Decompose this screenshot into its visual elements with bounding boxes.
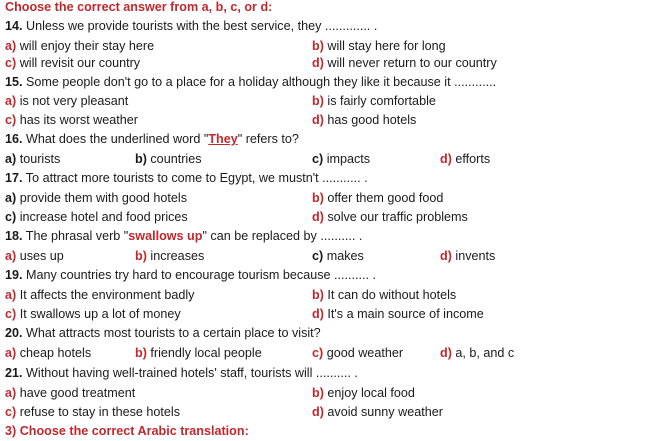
option-letter: c): [312, 152, 324, 166]
question-number: 21.: [5, 366, 23, 380]
question-number: 16.: [5, 132, 23, 146]
option-letter: c): [5, 307, 17, 321]
option-text: uses up: [16, 249, 64, 263]
option-text: have good treatment: [16, 386, 136, 400]
option-text: is fairly comfortable: [323, 94, 436, 108]
option-letter: b): [135, 346, 147, 360]
option-text: friendly local people: [146, 346, 262, 360]
underlined-word: They: [208, 132, 238, 146]
option-letter: a): [5, 94, 17, 108]
option-14b[interactable]: [312, 39, 446, 54]
option-letter: d): [440, 346, 452, 360]
option-letter: b): [312, 94, 324, 108]
section-footer: 3) Choose the correct Arabic translation:: [5, 424, 249, 438]
option-text: solve our traffic problems: [323, 210, 468, 224]
option-text: countries: [146, 152, 202, 166]
option-17d[interactable]: [312, 210, 468, 225]
option-letter: a): [5, 288, 17, 302]
question-17: [5, 171, 368, 186]
option-17c[interactable]: [5, 210, 188, 225]
option-18b[interactable]: [135, 249, 204, 264]
option-21a[interactable]: [5, 386, 135, 401]
option-text: has good hotels: [323, 113, 417, 127]
option-letter: d): [312, 405, 324, 419]
option-text: It affects the environment badly: [16, 288, 195, 302]
option-text: makes: [323, 249, 364, 263]
option-18a[interactable]: [5, 249, 64, 264]
option-letter: b): [135, 152, 147, 166]
option-letter: c): [5, 210, 17, 224]
question-number: 19.: [5, 268, 23, 282]
question-number: 17.: [5, 171, 23, 185]
option-letter: b): [312, 288, 324, 302]
question-text-start: What does the underlined word ": [22, 132, 209, 146]
question-number: 15.: [5, 75, 23, 89]
option-text: offer them good food: [323, 191, 444, 205]
question-text-start: The phrasal verb ": [22, 229, 129, 243]
option-18c[interactable]: [312, 249, 364, 264]
option-text: will revisit our country: [16, 56, 141, 70]
question-text: To attract more tourists to come to Egypt, we mustn't ........... .: [22, 171, 368, 185]
option-letter: d): [312, 210, 324, 224]
option-letter: b): [312, 386, 324, 400]
option-letter: a): [5, 386, 17, 400]
option-text: invents: [451, 249, 496, 263]
option-letter: a): [5, 191, 17, 205]
option-text: It can do without hotels: [323, 288, 457, 302]
question-number: 20.: [5, 326, 23, 340]
option-text: It swallows up a lot of money: [16, 307, 181, 321]
option-text: increases: [146, 249, 205, 263]
option-19a[interactable]: [5, 288, 194, 303]
option-letter: c): [312, 249, 324, 263]
option-17a[interactable]: [5, 191, 187, 206]
question-16: [5, 132, 299, 147]
question-15: [5, 75, 496, 90]
option-letter: b): [312, 191, 324, 205]
option-letter: b): [312, 39, 324, 53]
option-text: has its worst weather: [16, 113, 138, 127]
option-16b[interactable]: [135, 152, 202, 167]
option-20b[interactable]: [135, 346, 262, 361]
question-text: Without having well-trained hotels' staff, tourists will .......... .: [22, 366, 358, 380]
option-text: provide them with good hotels: [16, 191, 188, 205]
option-18d[interactable]: [440, 249, 495, 264]
option-15a[interactable]: [5, 94, 128, 109]
option-text: will stay here for long: [323, 39, 446, 53]
option-text: a, b, and c: [451, 346, 515, 360]
option-text: will enjoy their stay here: [16, 39, 155, 53]
option-letter: c): [5, 405, 17, 419]
option-text: efforts: [451, 152, 491, 166]
option-text: will never return to our country: [323, 56, 497, 70]
question-text: Unless we provide tourists with the best service, they ............. .: [22, 19, 378, 33]
option-19c[interactable]: [5, 307, 181, 322]
question-21: [5, 366, 358, 381]
option-letter: c): [5, 113, 17, 127]
option-text: tourists: [16, 152, 61, 166]
question-text: Some people don't go to a place for a holiday although they like it because it ............: [22, 75, 497, 89]
option-14c[interactable]: [5, 56, 140, 71]
question-20: [5, 326, 321, 341]
option-15b[interactable]: [312, 94, 436, 109]
option-text: increase hotel and food prices: [16, 210, 188, 224]
highlighted-phrase: swallows up: [128, 229, 203, 243]
option-text: avoid sunny weather: [323, 405, 443, 419]
option-text: enjoy local food: [323, 386, 415, 400]
question-18: [5, 229, 362, 244]
option-letter: d): [440, 152, 452, 166]
option-17b[interactable]: [312, 191, 443, 206]
option-text: is not very pleasant: [16, 94, 129, 108]
option-19d[interactable]: [312, 307, 484, 322]
option-20c[interactable]: [312, 346, 403, 361]
option-letter: a): [5, 39, 17, 53]
option-15c[interactable]: [5, 113, 138, 128]
option-19b[interactable]: [312, 288, 456, 303]
option-21b[interactable]: [312, 386, 415, 401]
question-14: [5, 19, 377, 34]
option-letter: a): [5, 152, 17, 166]
option-letter: a): [5, 249, 17, 263]
option-text: refuse to stay in these hotels: [16, 405, 181, 419]
option-14a[interactable]: [5, 39, 154, 54]
option-letter: d): [312, 56, 324, 70]
option-letter: c): [5, 56, 17, 70]
question-number: 14.: [5, 19, 23, 33]
option-15d[interactable]: [312, 113, 416, 128]
option-text: impacts: [323, 152, 371, 166]
option-21c[interactable]: [5, 405, 180, 420]
question-text: Many countries try hard to encourage tourism because .......... .: [22, 268, 377, 282]
question-text-end: " refers to?: [237, 132, 299, 146]
question-text-end: " can be replaced by .......... .: [202, 229, 363, 243]
option-letter: d): [312, 307, 324, 321]
option-text: good weather: [323, 346, 404, 360]
option-20d[interactable]: [440, 346, 514, 361]
question-number: 18.: [5, 229, 23, 243]
option-16d[interactable]: [440, 152, 490, 167]
option-text: cheap hotels: [16, 346, 92, 360]
option-letter: a): [5, 346, 17, 360]
option-16c[interactable]: [312, 152, 370, 167]
option-21d[interactable]: [312, 405, 443, 420]
question-19: [5, 268, 376, 283]
option-text: It's a main source of income: [323, 307, 484, 321]
option-16a[interactable]: [5, 152, 60, 167]
question-text: What attracts most tourists to a certain place to visit?: [22, 326, 321, 340]
section-header: Choose the correct answer from a, b, c, or d:: [5, 0, 273, 14]
option-letter: d): [312, 113, 324, 127]
option-letter: d): [440, 249, 452, 263]
option-letter: b): [135, 249, 147, 263]
option-14d[interactable]: [312, 56, 497, 71]
option-20a[interactable]: [5, 346, 91, 361]
option-letter: c): [312, 346, 324, 360]
